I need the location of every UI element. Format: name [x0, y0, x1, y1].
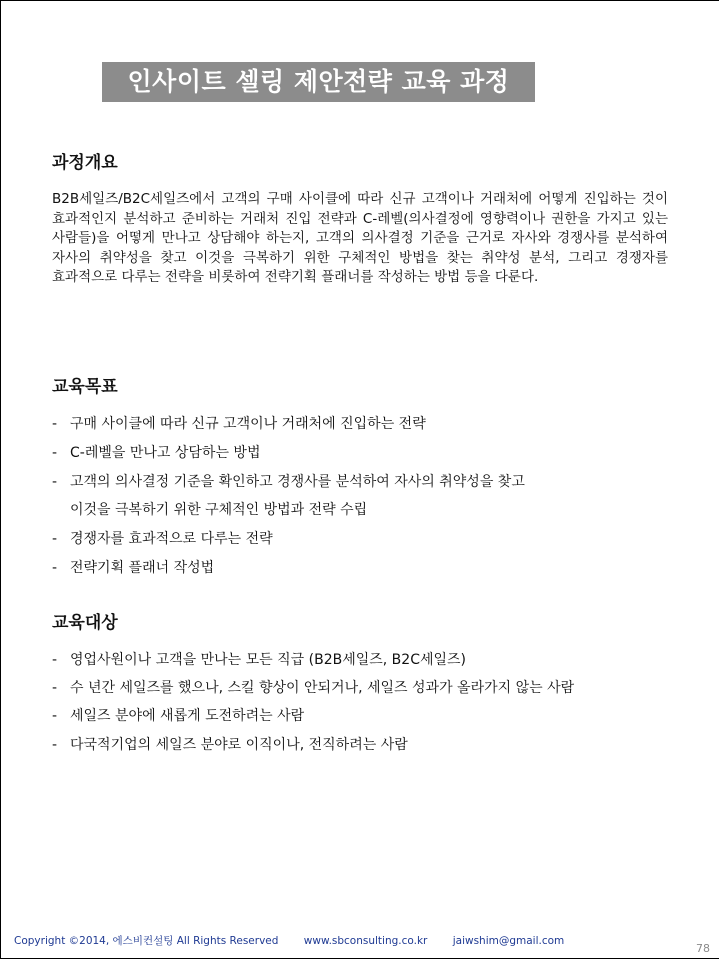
page-number: 78 [696, 942, 710, 955]
list-item-text: 구매 사이클에 따라 신규 고객이나 거래처에 진입하는 전략 [70, 416, 426, 432]
targets-heading: 교육대상 [52, 613, 118, 633]
list-item [52, 439, 672, 468]
list-item-text: 세일즈 분야에 새롭게 도전하려는 사람 [70, 708, 305, 725]
bullet-dash: - [52, 444, 58, 461]
bullet-dash: - [52, 652, 58, 668]
list-item [52, 410, 672, 439]
list-item [52, 731, 672, 759]
list-item-text: 전략기획 플래너 작성법 [70, 559, 215, 576]
page-title: 인사이트 셀링 제안전략 교육 과정 [102, 62, 535, 102]
list-item [52, 554, 672, 583]
footer-website: www.sbconsulting.co.kr [303, 935, 428, 947]
list-item-text: 고객의 의사결정 기준을 확인하고 경쟁사를 분석하여 자사의 취약성을 찾고 [70, 473, 525, 490]
objectives-list [52, 410, 672, 583]
list-item-text: C-레벨을 만나고 상담하는 방법 [70, 444, 261, 461]
bullet-dash: - [52, 531, 58, 548]
list-item [52, 525, 672, 554]
footer [14, 933, 586, 948]
bullet-dash: - [52, 736, 58, 753]
footer-copyright: Copyright ©2014, 에스비컨설팅 All Rights Reserved [14, 935, 279, 947]
objectives-heading: 교육목표 [52, 377, 118, 397]
list-item [52, 702, 672, 730]
bullet-dash: - [52, 559, 58, 576]
targets-section [52, 612, 672, 759]
overview-body: B2B세일즈/B2C세일즈에서 고객의 구매 사이클에 따라 신규 고객이나 거래처에 어떻게 진입하는 것이 효과적인지 분석하고 준비하는 거래처 진입 전략과 C-레벨(의사결정에 영향력이나 권한을 가지고 있는 사람들)을 어떻게 만나고 상담해야 하는지, 고객의 의사결정 기준을 근거로 자사와 경쟁사를 분석하여 자사의 취약성을 찾고 이것을 극복하기 위한 구체적인 방법을 찾는 취약성 분석, 그리고 경쟁자를 효과적으로 다루는 전략을 비롯하여 전략기획 플래너를 작성하는 방법 등을 다룬다. [52, 191, 668, 285]
list-item-text: 다국적기업의 세일즈 분야로 이직이나, 전직하려는 사람 [70, 736, 408, 753]
overview-heading: 과정개요 [52, 153, 118, 173]
bullet-dash: - [52, 708, 58, 725]
bullet-dash: - [52, 473, 58, 490]
objectives-section [52, 376, 672, 583]
list-item [52, 646, 672, 674]
list-item-continuation: 이것을 극복하기 위한 구체적인 방법과 전략 수립 [70, 502, 368, 519]
list-item [52, 674, 672, 702]
bullet-dash: - [52, 416, 58, 432]
list-item-text: 영업사원이나 고객을 만나는 모든 직급 (B2B세일즈, B2C세일즈) [70, 652, 467, 668]
bullet-dash: - [52, 680, 58, 697]
list-item-text: 경쟁자를 효과적으로 다루는 전략 [70, 531, 273, 548]
targets-list [52, 646, 672, 759]
list-item-text: 수 년간 세일즈를 했으나, 스킬 향상이 안되거나, 세일즈 성과가 올라가지 않는 사람 [70, 680, 575, 697]
list-item [52, 468, 672, 526]
footer-email: jaiwshim@gmail.com [452, 935, 565, 947]
overview-section [52, 152, 672, 288]
